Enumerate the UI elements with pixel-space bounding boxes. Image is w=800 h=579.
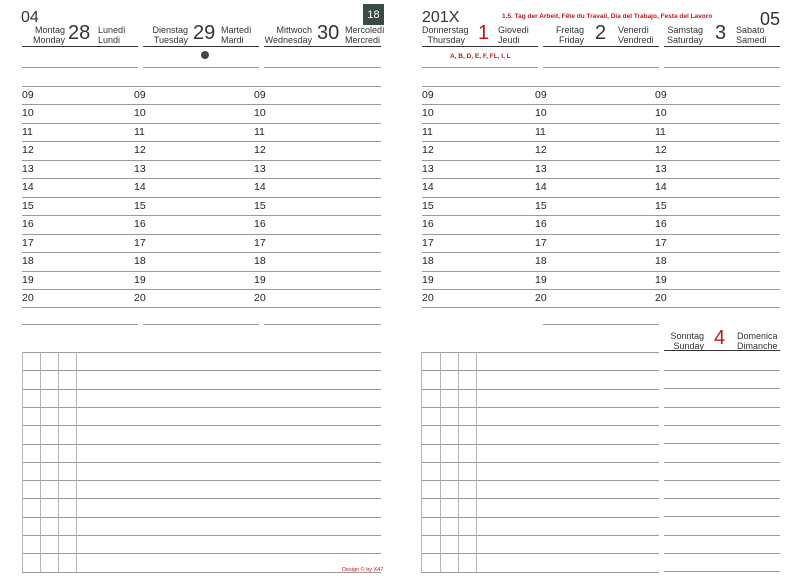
day-name-de: Samstag xyxy=(667,25,703,35)
hour-line xyxy=(22,271,138,272)
hour-label: 15 xyxy=(422,200,434,212)
hour-line xyxy=(254,123,381,124)
hour-line xyxy=(655,141,780,142)
hour-line xyxy=(422,252,538,253)
notes-line xyxy=(664,535,780,536)
hour-line xyxy=(535,271,659,272)
hour-label: 09 xyxy=(655,89,667,101)
hour-label: 14 xyxy=(254,181,266,193)
hour-label: 14 xyxy=(535,181,547,193)
hour-line xyxy=(655,123,780,124)
day-name-en: Wednesday xyxy=(264,35,312,45)
day-number: 4 xyxy=(714,327,726,349)
month-number-right: 05 xyxy=(760,9,781,29)
hour-line xyxy=(22,160,138,161)
notes-column-divider xyxy=(76,352,77,572)
hour-label: 14 xyxy=(22,181,34,193)
notes-line xyxy=(664,480,780,481)
note-line xyxy=(22,67,138,68)
hour-label: 17 xyxy=(254,237,266,249)
day-name-it: Venerdì xyxy=(618,25,650,35)
hour-label: 20 xyxy=(422,292,434,304)
hour-line xyxy=(22,234,138,235)
note-line xyxy=(22,324,138,325)
note-line xyxy=(143,67,259,68)
hour-label: 12 xyxy=(254,144,266,156)
notes-column-divider xyxy=(421,352,422,572)
note-line xyxy=(664,67,780,68)
day-header-wednesday xyxy=(264,18,385,47)
hour-label: 16 xyxy=(655,218,667,230)
notes-column-divider xyxy=(22,352,23,572)
notes-line xyxy=(421,553,659,554)
hour-label: 13 xyxy=(22,163,34,175)
hour-label: 19 xyxy=(22,274,34,286)
day-name-en: Monday xyxy=(32,35,65,45)
hour-label: 16 xyxy=(254,218,266,230)
hour-line xyxy=(254,289,381,290)
hour-line xyxy=(254,215,381,216)
hour-label: 16 xyxy=(422,218,434,230)
hour-label: 20 xyxy=(535,292,547,304)
day-header-sunday xyxy=(664,326,780,351)
day-number: 28 xyxy=(68,22,91,44)
hour-line xyxy=(134,178,259,179)
notes-line xyxy=(421,370,659,371)
note-line xyxy=(264,324,381,325)
day-number: 2 xyxy=(595,22,607,44)
hour-line xyxy=(655,307,780,308)
hour-label: 19 xyxy=(655,274,667,286)
notes-line xyxy=(421,572,659,573)
note-line xyxy=(543,324,659,325)
hour-line xyxy=(535,252,659,253)
hour-line xyxy=(254,86,381,87)
day-header-monday xyxy=(22,18,138,47)
hour-line xyxy=(134,160,259,161)
hour-label: 17 xyxy=(655,237,667,249)
notes-line xyxy=(421,517,659,518)
right-page xyxy=(408,0,800,579)
hour-label: 19 xyxy=(535,274,547,286)
hour-line xyxy=(422,197,538,198)
hour-line xyxy=(22,289,138,290)
notes-line xyxy=(664,498,780,499)
hour-line xyxy=(422,141,538,142)
left-page xyxy=(0,0,392,579)
hour-line xyxy=(22,197,138,198)
hour-line xyxy=(134,197,259,198)
hour-label: 18 xyxy=(422,255,434,267)
hour-line xyxy=(134,289,259,290)
notes-line xyxy=(664,388,780,389)
hour-label: 15 xyxy=(655,200,667,212)
hour-label: 19 xyxy=(134,274,146,286)
hour-label: 12 xyxy=(422,144,434,156)
notes-line xyxy=(421,462,659,463)
hour-line xyxy=(254,271,381,272)
hour-line xyxy=(134,123,259,124)
hour-label: 09 xyxy=(254,89,266,101)
hour-line xyxy=(422,123,538,124)
hour-label: 16 xyxy=(535,218,547,230)
hour-label: 13 xyxy=(134,163,146,175)
notes-line xyxy=(664,407,780,408)
day-name-de: Donnerstag xyxy=(422,25,469,35)
hour-line xyxy=(655,252,780,253)
hour-label: 12 xyxy=(134,144,146,156)
hour-line xyxy=(22,178,138,179)
note-line xyxy=(143,324,259,325)
hour-line xyxy=(655,160,780,161)
hour-line xyxy=(254,307,381,308)
hour-line xyxy=(254,178,381,179)
hour-line xyxy=(655,86,780,87)
hour-label: 17 xyxy=(422,237,434,249)
hour-label: 19 xyxy=(254,274,266,286)
hour-label: 16 xyxy=(134,218,146,230)
hour-label: 15 xyxy=(22,200,34,212)
hour-label: 15 xyxy=(535,200,547,212)
note-line xyxy=(422,67,538,68)
hour-line xyxy=(422,307,538,308)
hour-line xyxy=(134,252,259,253)
hour-line xyxy=(535,86,659,87)
hour-line xyxy=(134,141,259,142)
hour-label: 12 xyxy=(22,144,34,156)
hour-label: 15 xyxy=(254,200,266,212)
notes-column-divider xyxy=(458,352,459,572)
day-name-it: Lunedì xyxy=(98,25,126,35)
hour-line xyxy=(535,160,659,161)
day-name-fr: Lundi xyxy=(98,35,121,45)
hour-line xyxy=(254,252,381,253)
notes-column-divider xyxy=(40,352,41,572)
design-credit: Design © by X47 xyxy=(342,567,384,573)
holiday-regions: A, B, D, E, F, FL, I, L xyxy=(450,53,511,60)
hour-line xyxy=(134,104,259,105)
notes-line xyxy=(664,425,780,426)
hour-line xyxy=(422,160,538,161)
day-number: 1 xyxy=(478,22,490,44)
hour-label: 18 xyxy=(22,255,34,267)
hour-line xyxy=(655,271,780,272)
day-name-en: Friday xyxy=(558,35,584,45)
notes-line xyxy=(664,553,780,554)
hour-line xyxy=(254,160,381,161)
hour-line xyxy=(254,104,381,105)
hour-label: 11 xyxy=(22,126,33,138)
day-header-thursday xyxy=(422,18,538,47)
notes-column-divider xyxy=(58,352,59,572)
hour-line xyxy=(422,104,538,105)
hour-line xyxy=(535,178,659,179)
notes-line xyxy=(664,370,780,371)
hour-label: 14 xyxy=(134,181,146,193)
hour-line xyxy=(422,215,538,216)
hour-line xyxy=(655,289,780,290)
hour-label: 10 xyxy=(134,107,146,119)
hour-line xyxy=(422,86,538,87)
hour-line xyxy=(535,307,659,308)
day-name-en: Saturday xyxy=(666,35,703,45)
hour-line xyxy=(535,197,659,198)
hour-label: 17 xyxy=(134,237,146,249)
day-name-fr: Mardi xyxy=(221,35,244,45)
hour-label: 11 xyxy=(655,126,666,138)
hour-label: 19 xyxy=(422,274,434,286)
hour-label: 09 xyxy=(422,89,434,101)
hour-line xyxy=(22,252,138,253)
hour-line xyxy=(535,104,659,105)
hour-label: 17 xyxy=(22,237,34,249)
day-name-it: Martedì xyxy=(221,25,252,35)
hour-label: 18 xyxy=(535,255,547,267)
hour-label: 14 xyxy=(422,181,434,193)
hour-label: 09 xyxy=(535,89,547,101)
notes-line xyxy=(421,480,659,481)
day-name-en: Sunday xyxy=(673,341,704,351)
hour-label: 15 xyxy=(134,200,146,212)
day-name-de: Sonntag xyxy=(670,331,704,341)
notes-column-divider xyxy=(476,352,477,572)
hour-label: 10 xyxy=(655,107,667,119)
moon-phase-icon xyxy=(201,51,209,59)
hour-label: 14 xyxy=(655,181,667,193)
hour-label: 18 xyxy=(134,255,146,267)
notes-line xyxy=(664,462,780,463)
hour-label: 20 xyxy=(22,292,34,304)
hour-label: 13 xyxy=(254,163,266,175)
year-label: 201X xyxy=(422,9,460,26)
day-name-fr: Jeudi xyxy=(498,35,520,45)
hour-line xyxy=(22,215,138,216)
hour-line xyxy=(22,86,138,87)
hour-line xyxy=(254,234,381,235)
notes-line xyxy=(22,572,381,573)
hour-label: 11 xyxy=(134,126,145,138)
day-header-tuesday xyxy=(143,18,259,47)
notes-line xyxy=(421,407,659,408)
day-name-de: Montag xyxy=(34,25,65,35)
notes-column-divider xyxy=(440,352,441,572)
day-name-it: Giovedì xyxy=(498,25,530,35)
hour-line xyxy=(535,141,659,142)
hour-line xyxy=(254,141,381,142)
day-name-fr: Dimanche xyxy=(737,341,778,351)
hour-label: 11 xyxy=(535,126,546,138)
hour-label: 09 xyxy=(22,89,34,101)
notes-line xyxy=(664,516,780,517)
notes-line xyxy=(421,498,659,499)
hour-line xyxy=(422,234,538,235)
hour-label: 17 xyxy=(535,237,547,249)
hour-line xyxy=(535,234,659,235)
hour-label: 20 xyxy=(655,292,667,304)
week-number-badge: 18 xyxy=(363,4,384,25)
note-line xyxy=(264,67,381,68)
hour-line xyxy=(422,178,538,179)
notes-line xyxy=(421,352,659,353)
hour-line xyxy=(655,104,780,105)
day-name-en: Thursday xyxy=(427,35,465,45)
hour-line xyxy=(22,123,138,124)
notes-line xyxy=(421,535,659,536)
hour-label: 18 xyxy=(655,255,667,267)
day-header-saturday xyxy=(664,18,780,47)
day-name-fr: Mercredi xyxy=(345,35,381,45)
day-name-fr: Samedi xyxy=(736,35,767,45)
note-line xyxy=(543,67,659,68)
day-number: 29 xyxy=(193,22,216,44)
hour-line xyxy=(655,178,780,179)
day-header-friday xyxy=(543,18,659,47)
notes-line xyxy=(664,443,780,444)
hour-line xyxy=(655,197,780,198)
hour-label: 10 xyxy=(535,107,547,119)
hour-line xyxy=(655,215,780,216)
hour-label: 13 xyxy=(422,163,434,175)
hour-line xyxy=(22,307,138,308)
hour-line xyxy=(655,234,780,235)
notes-line xyxy=(664,571,780,572)
day-name-it: Mercoledì xyxy=(345,25,385,35)
day-number: 30 xyxy=(317,22,340,44)
day-name-it: Domenica xyxy=(737,331,778,341)
hour-label: 16 xyxy=(22,218,34,230)
hour-line xyxy=(134,307,259,308)
hour-line xyxy=(422,289,538,290)
hour-line xyxy=(22,104,138,105)
hour-line xyxy=(535,123,659,124)
hour-line xyxy=(134,215,259,216)
hour-label: 09 xyxy=(134,89,146,101)
hour-label: 10 xyxy=(254,107,266,119)
hour-line xyxy=(254,197,381,198)
hour-label: 11 xyxy=(254,126,265,138)
hour-label: 18 xyxy=(254,255,266,267)
hour-line xyxy=(535,215,659,216)
day-name-de: Dienstag xyxy=(152,25,188,35)
hour-label: 12 xyxy=(535,144,547,156)
hour-label: 10 xyxy=(22,107,34,119)
day-name-en: Tuesday xyxy=(153,35,188,45)
day-name-fr: Vendredi xyxy=(618,35,654,45)
hour-label: 13 xyxy=(535,163,547,175)
hour-line xyxy=(22,141,138,142)
hour-line xyxy=(535,289,659,290)
hour-line xyxy=(422,271,538,272)
notes-line xyxy=(421,425,659,426)
day-name-de: Freitag xyxy=(555,25,584,35)
hour-label: 13 xyxy=(655,163,667,175)
notes-line xyxy=(421,389,659,390)
hour-label: 10 xyxy=(422,107,434,119)
holiday-note: 1.5. Tag der Arbeit, Fête du Travail, Dia del Trabajo, Festa del Lavoro xyxy=(502,13,713,20)
hour-line xyxy=(134,271,259,272)
day-name-it: Sabato xyxy=(736,25,765,35)
hour-label: 20 xyxy=(254,292,266,304)
hour-label: 12 xyxy=(655,144,667,156)
hour-label: 20 xyxy=(134,292,146,304)
day-name-de: Mittwoch xyxy=(276,25,312,35)
hour-line xyxy=(134,86,259,87)
hour-line xyxy=(134,234,259,235)
day-number: 3 xyxy=(715,22,727,44)
notes-line xyxy=(421,444,659,445)
month-number-left: 04 xyxy=(21,9,39,26)
hour-label: 11 xyxy=(422,126,433,138)
